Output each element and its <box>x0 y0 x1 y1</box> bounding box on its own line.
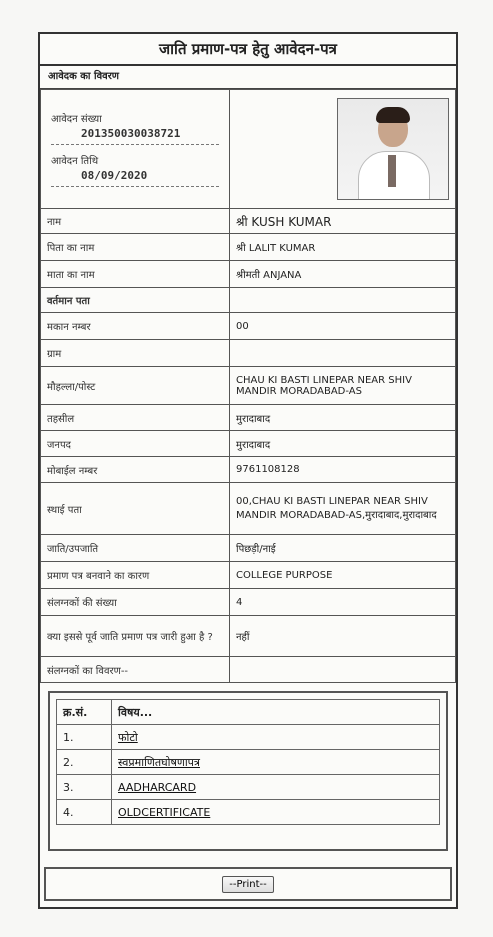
attachments-table <box>56 699 440 825</box>
mobile-label: मोबाईल नम्बर <box>41 457 230 483</box>
attachment-link-self-declaration[interactable]: स्वप्रमाणितघोषणापत्र <box>118 755 200 769</box>
mother-name-label: माता का नाम <box>41 261 230 288</box>
attachment-link-old-certificate[interactable]: OLDCERTIFICATE <box>118 805 211 819</box>
previous-certificate-label: क्या इससे पूर्व जाति प्रमाण पत्र जारी हुआ है ? <box>41 616 230 657</box>
attachment-count-label: संलग्नकों की संख्या <box>41 589 230 616</box>
father-name-value: श्री LALIT KUMAR <box>230 234 456 261</box>
attachment-link-photo[interactable]: फोटो <box>118 730 138 744</box>
column-header-subject: विषय... <box>112 700 440 725</box>
house-number-label: मकान नम्बर <box>41 313 230 340</box>
district-value: मुरादाबाद <box>230 431 456 457</box>
table-row <box>57 775 440 800</box>
address-section-heading: वर्तमान पता <box>41 288 230 313</box>
applicant-section-heading: आवेदक का विवरण <box>40 66 456 89</box>
name-label: नाम <box>41 209 230 234</box>
application-number-label: आवेदन संख्या <box>51 114 102 125</box>
locality-label: मौहल्ला/पोस्ट <box>41 367 230 405</box>
photo-cell <box>230 90 456 209</box>
caste-label: जाति/उपजाति <box>41 535 230 562</box>
purpose-value: COLLEGE PURPOSE <box>230 562 456 589</box>
father-name-label: पिता का नाम <box>41 234 230 261</box>
application-info-cell <box>41 90 230 209</box>
applicant-table <box>40 89 456 683</box>
village-label: ग्राम <box>41 340 230 367</box>
purpose-label: प्रमाण पत्र बनवाने का कारण <box>41 562 230 589</box>
application-date-label: आवेदन तिथि <box>51 156 99 167</box>
table-row <box>57 800 440 825</box>
tehsil-value: मुरादाबाद <box>230 405 456 431</box>
table-row <box>57 750 440 775</box>
village-value <box>230 340 456 367</box>
attachment-details-label: संलग्नकों का विवरण-- <box>41 657 230 683</box>
column-header-serial: क्र.सं. <box>57 700 112 725</box>
print-button[interactable]: --Print-- <box>222 876 273 893</box>
district-label: जनपद <box>41 431 230 457</box>
permanent-address-value: 00,CHAU KI BASTI LINEPAR NEAR SHIV MANDIR MORADABAD-AS,मुरादाबाद,मुरादाबाद <box>230 483 456 535</box>
form-title: जाति प्रमाण-पत्र हेतु आवेदन-पत्र <box>40 34 456 66</box>
house-number-value: 00 <box>230 313 456 340</box>
mobile-value: 9761108128 <box>230 457 456 483</box>
print-bar <box>44 867 452 901</box>
name-value: श्री KUSH KUMAR <box>230 209 456 234</box>
locality-value: CHAU KI BASTI LINEPAR NEAR SHIV MANDIR MORADABAD-AS <box>230 367 456 405</box>
table-row <box>57 725 440 750</box>
caste-value: पिछड़ी/नाई <box>230 535 456 562</box>
tehsil-label: तहसील <box>41 405 230 431</box>
attachment-link-aadhar[interactable]: AADHARCARD <box>118 780 197 794</box>
application-number: 201350030038721 <box>81 127 181 140</box>
serial-number: 4. <box>57 800 112 825</box>
mother-name-value: श्रीमती ANJANA <box>230 261 456 288</box>
serial-number: 2. <box>57 750 112 775</box>
serial-number: 1. <box>57 725 112 750</box>
previous-certificate-value: नहीं <box>230 616 456 657</box>
attachments-panel <box>48 691 448 851</box>
application-form <box>38 32 458 909</box>
permanent-address-label: स्थाई पता <box>41 483 230 535</box>
attachment-count-value: 4 <box>230 589 456 616</box>
applicant-photo <box>337 98 449 200</box>
serial-number: 3. <box>57 775 112 800</box>
application-date: 08/09/2020 <box>81 169 148 182</box>
